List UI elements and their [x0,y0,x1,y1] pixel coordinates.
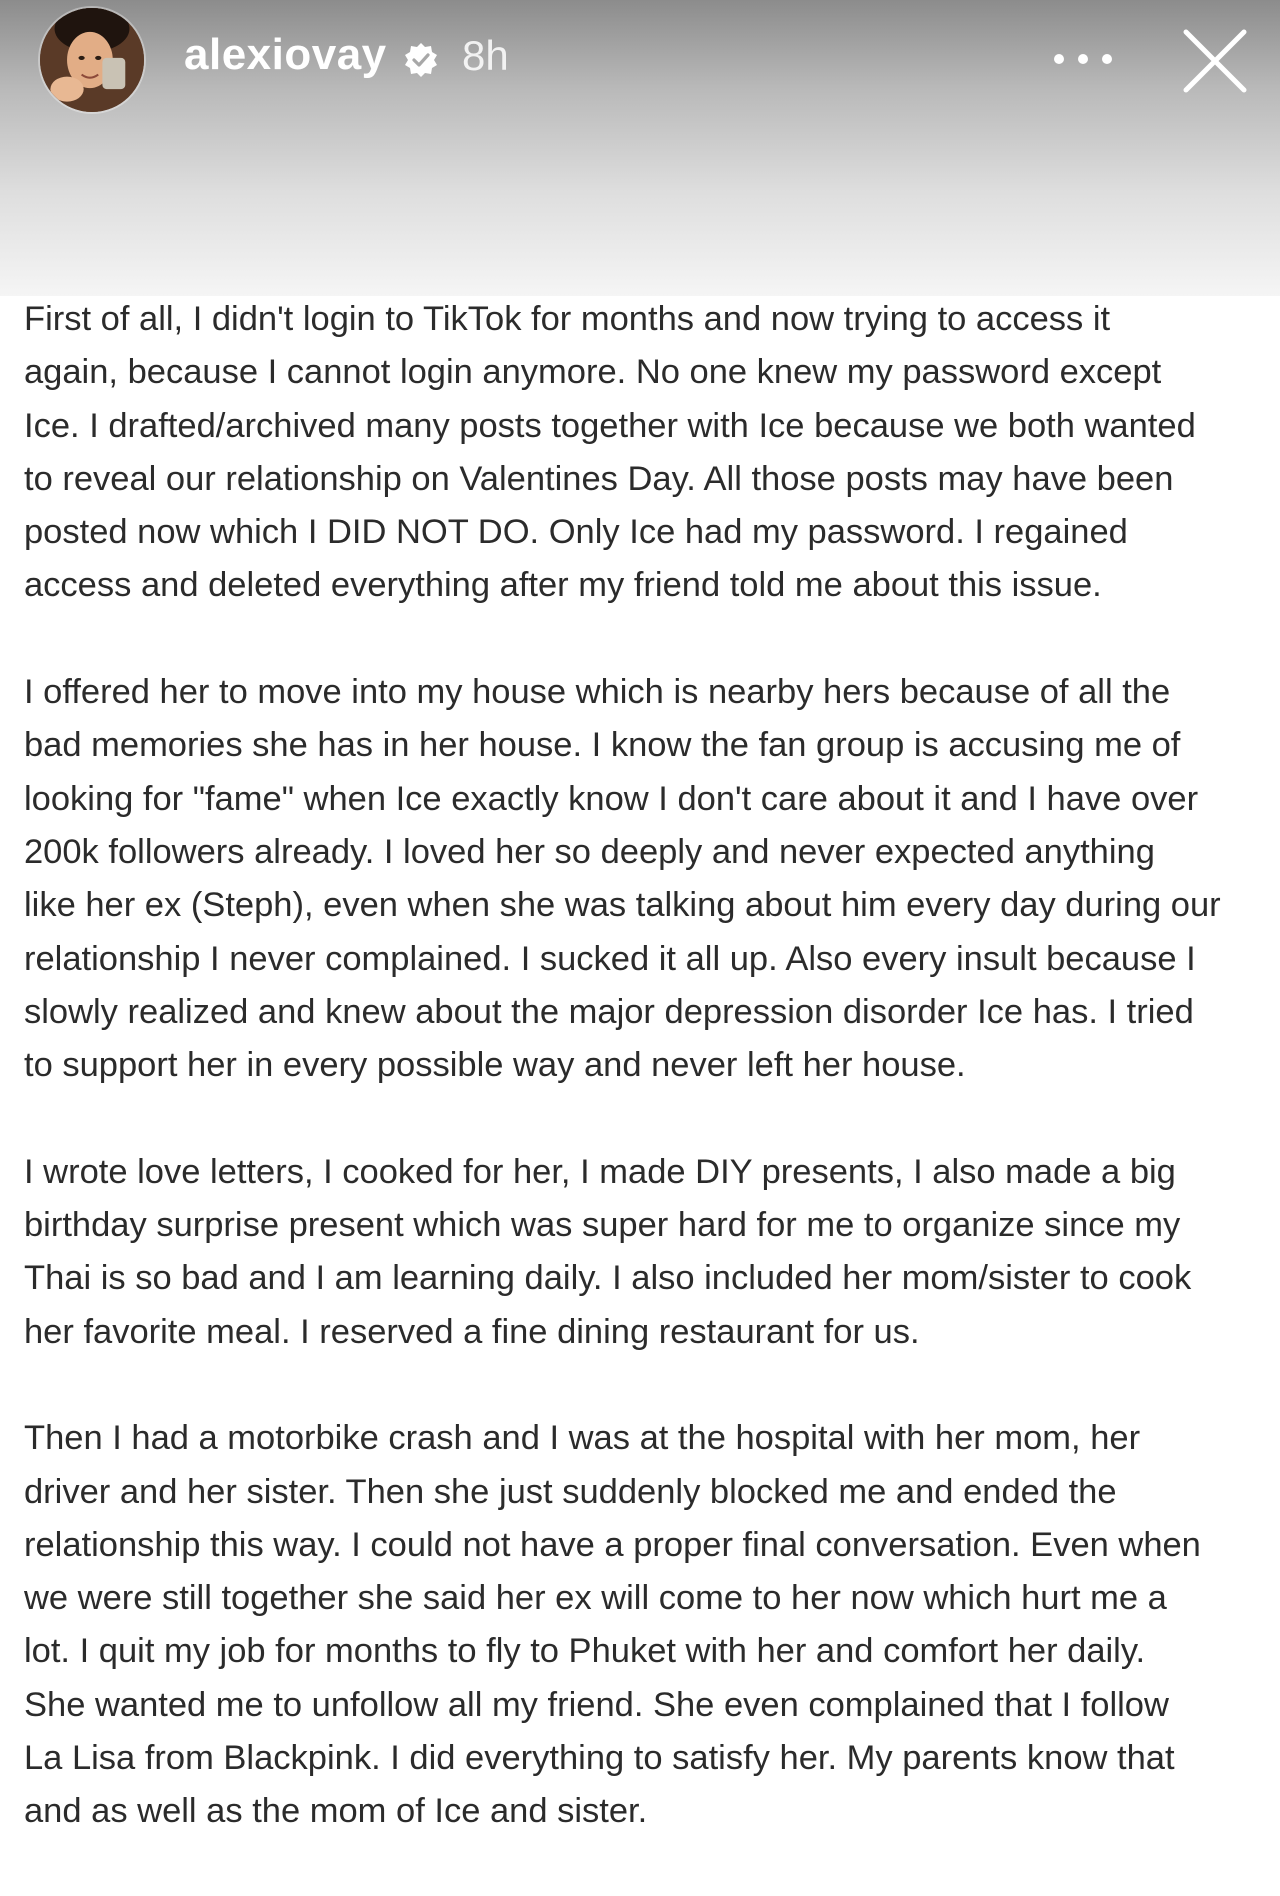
text-line: and as well as the mom of Ice and sister. [24,1792,648,1831]
text-line: bad memories she has in her house. I know the fan group is accusing me of [24,726,1181,765]
text-line: First of all, I didn't login to TikTok for months and now trying to access it [24,300,1111,338]
text-line: relationship I never complained. I sucked it all up. Also every insult because I [24,939,1196,978]
more-dot [1054,54,1064,64]
paragraph-gap [24,1092,1264,1145]
text-line: 200k followers already. I loved her so deeply and never expected anything [24,832,1155,871]
text-line: lot. I quit my job for months to fly to Phuket with her and comfort her daily. [24,1632,1146,1671]
text-line: like her ex (Steph), even when she was talking about him every day during our [24,886,1221,925]
text-line: her favorite meal. I reserved a fine dining restaurant for us. [24,1312,920,1351]
paragraph-1 [24,293,1264,613]
text-line: we were still together she said her ex will come to her now which hurt me a [24,1579,1167,1618]
paragraph-4 [24,1412,1264,1838]
more-dot [1102,54,1112,64]
avatar-image [40,8,144,112]
text-line: She wanted me to unfollow all my friend. She even complained that I follow [24,1685,1169,1724]
more-options-icon[interactable] [1054,44,1112,74]
paragraph-gap [24,1359,1264,1412]
paragraph-3 [24,1146,1264,1359]
text-line: Thai is so bad and I am learning daily. I also included her mom/sister to cook [24,1259,1192,1298]
more-dot [1078,54,1088,64]
text-line: Then I had a motorbike crash and I was at the hospital with her mom, her [24,1419,1141,1458]
text-line: I offered her to move into my house which is nearby hers because of all the [24,673,1171,712]
text-line: La Lisa from Blackpink. I did everything to satisfy her. My parents know that [24,1739,1175,1778]
username[interactable]: alexiovay [184,30,387,79]
text-line: slowly realized and knew about the major depression disorder Ice has. I tried [24,992,1194,1031]
text-line: I wrote love letters, I cooked for her, I made DIY presents, I also made a big [24,1152,1176,1191]
story-text [24,293,1264,1839]
text-line: to support her in every possible way and never left her house. [24,1046,966,1085]
text-line: access and deleted everything after my friend told me about this issue. [24,566,1102,605]
text-line: relationship this way. I could not have a proper final conversation. Even when [24,1525,1201,1564]
text-line: posted now which I DID NOT DO. Only Ice had my password. I regained [24,513,1128,552]
paragraph-gap [24,613,1264,666]
text-line: looking for "fame" when Ice exactly know I don't care about it and I have over [24,779,1199,818]
text-line: driver and her sister. Then she just suddenly blocked me and ended the [24,1472,1117,1511]
close-icon[interactable] [1180,26,1250,96]
text-line: again, because I cannot login anymore. No one knew my password except [24,353,1162,392]
text-line: birthday surprise present which was super hard for me to organize since my [24,1206,1181,1245]
timestamp: 8h [462,32,509,79]
paragraph-2 [24,666,1264,1092]
text-line: to reveal our relationship on Valentines Day. All those posts may have been [24,459,1174,498]
avatar[interactable] [40,8,144,112]
text-line: Ice. I drafted/archived many posts together with Ice because we both wanted [24,406,1196,445]
verified-badge-icon [403,42,439,78]
